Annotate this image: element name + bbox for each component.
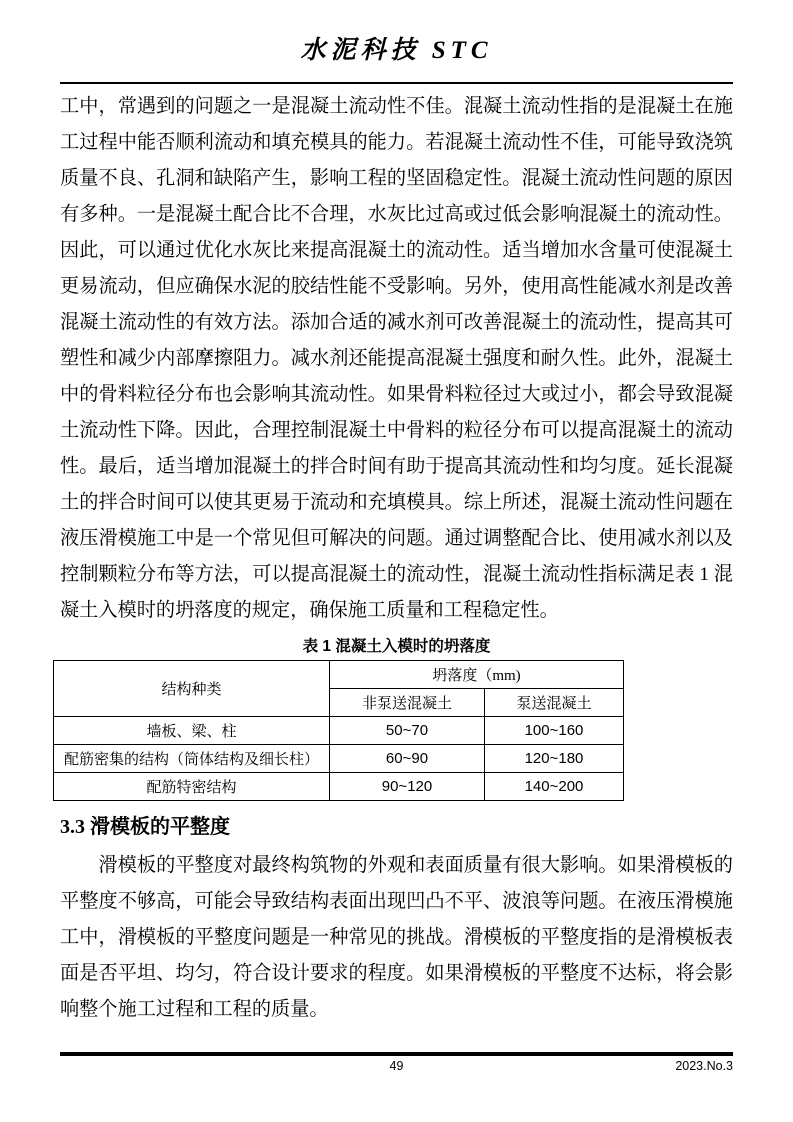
footer-rule [60, 1052, 733, 1056]
table-row [54, 745, 624, 773]
page-footer [60, 1058, 733, 1074]
table-header-row-1 [54, 661, 624, 689]
pumped-cell: 100~160 [485, 717, 624, 745]
section-heading: 3.3 滑模板的平整度 [60, 816, 230, 838]
table-caption: 表 1 混凝土入模时的坍落度 [302, 638, 491, 655]
pumped-cell: 140~200 [485, 773, 624, 801]
page-header [60, 0, 733, 84]
non-pumped-cell: 60~90 [330, 745, 485, 773]
structure-cell: 墙板、梁、柱 [54, 717, 330, 745]
journal-title: 水泥科技 STC [300, 37, 493, 64]
issue-label: 2023.No.3 [675, 1059, 733, 1073]
body-paragraph-2: 滑模板的平整度对最终构筑物的外观和表面质量有很大影响。如果滑模板的平整度不够高，可能会导致结构表面出现凹凸不平、波浪等问题。在液压滑模施工中，滑模板的平整度问题是一种常见的挑战。滑模板的平整度指的是滑模板表面是否平坦、均匀，符合设计要求的程度。如果滑模板的平整度不达标，将会影响整个施工过程和工程的质量。 [60, 855, 733, 1020]
body-paragraph-1: 工中，常遇到的问题之一是混凝土流动性不佳。混凝土流动性指的是混凝土在施工过程中能否顺利流动和填充模具的能力。若混凝土流动性不佳，可能导致浇筑质量不良、孔洞和缺陷产生，影响工程的坚固稳定性。混凝土流动性问题的原因有多种。一是混凝土配合比不合理，水灰比过高或过低会影响混凝土的流动性。因此，可以通过优化水灰比来提高混凝土的流动性。适当增加水含量可使混凝土更易流动，但应确保水泥的胶结性能不受影响。另外，使用高性能减水剂是改善混凝土流动性的有效方法。添加合适的减水剂可改善混凝土的流动性，提高其可塑性和减少内部摩擦阻力。减水剂还能提高混凝土强度和耐久性。此外，混凝土中的骨料粒径分布也会影响其流动性。如果骨料粒径过大或过小，都会导致混凝土流动性下降。因此，合理控制混凝土中骨料的粒径分布可以提高混凝土的流动性。最后，适当增加混凝土的拌合时间有助于提高其流动性和均匀度。延长混凝土的拌合时间可以使其更易于流动和充填模具。综上所述，混凝土流动性问题在液压滑模施工中是一个常见但可解决的问题。通过调整配合比、使用减水剂以及控制颗粒分布等方法，可以提高混凝土的流动性，混凝土流动性指标满足表 1 混凝土入模时的坍落度的规定，确保施工质量和工程稳定性。 [60, 96, 733, 621]
table-row [54, 717, 624, 745]
header-cell-pumped: 泵送混凝土 [485, 689, 624, 717]
structure-cell: 配筋特密结构 [54, 773, 330, 801]
page-number: 49 [389, 1059, 404, 1073]
header-cell-structure-type: 结构种类 [54, 661, 330, 717]
non-pumped-cell: 90~120 [330, 773, 485, 801]
slump-table [53, 660, 624, 801]
pumped-cell: 120~180 [485, 745, 624, 773]
structure-cell: 配筋密集的结构（筒体结构及细长柱） [54, 745, 330, 773]
header-cell-non-pumped: 非泵送混凝土 [330, 689, 485, 717]
header-cell-slump: 坍落度（mm) [330, 661, 624, 689]
non-pumped-cell: 50~70 [330, 717, 485, 745]
table-row [54, 773, 624, 801]
